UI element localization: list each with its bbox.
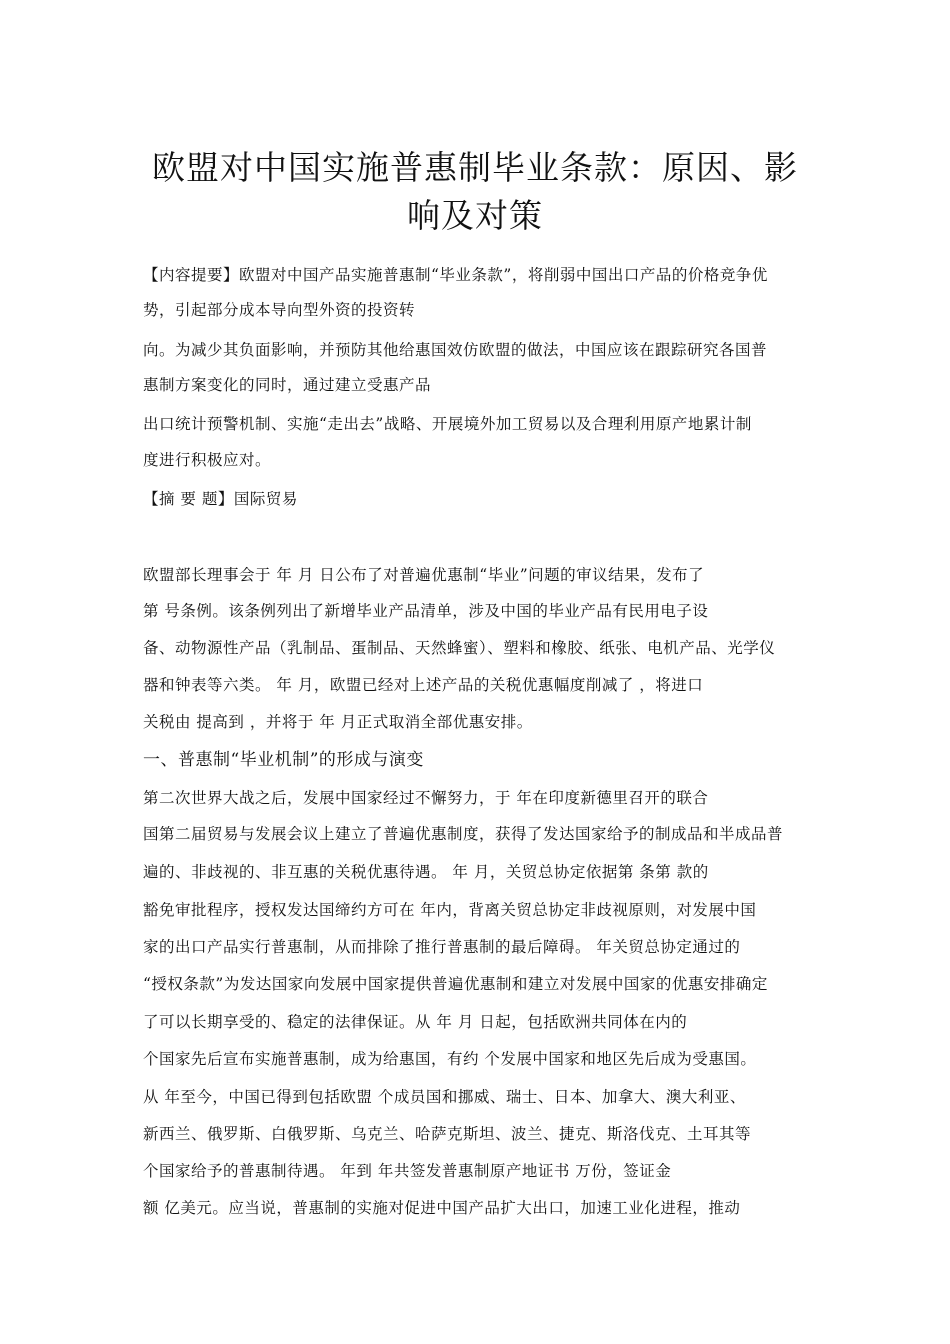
title-line-2: 响及对策 [407, 196, 543, 235]
abstract-line: 出口统计预警机制、实施“走出去”战略、开展境外加工贸易以及合理利用原产地累计制 [143, 415, 752, 433]
intro-line: 备、动物源性产品（乳制品、蛋制品、天然蜂蜜）、塑料和橡胶、纸张、电机产品、光学仪 [143, 639, 776, 657]
body-line: 额 亿美元。应当说，普惠制的实施对促进中国产品扩大出口，加速工业化进程，推动 [143, 1199, 741, 1217]
body-line: 家的出口产品实行普惠制，从而排除了推行普惠制的最后障碍。 年关贸总协定通过的 [143, 938, 741, 956]
intro-line: 关税由 提高到 ，并将于 年 月正式取消全部优惠安排。 [143, 713, 533, 731]
body-line: 了可以长期享受的、稳定的法律保证。从 年 月 日起，包括欧洲共同体在内的 [143, 1013, 688, 1031]
section-heading: 一、普惠制“毕业机制”的形成与演变 [143, 750, 424, 770]
intro-line: 器和钟表等六类。 年 月，欧盟已经对上述产品的关税优惠幅度削减了 ，将进口 [143, 676, 704, 694]
title-line-1: 欧盟对中国实施普惠制毕业条款：原因、影 [152, 148, 798, 187]
body-line: 新西兰、俄罗斯、白俄罗斯、乌克兰、哈萨克斯坦、波兰、捷克、斯洛伐克、土耳其等 [143, 1125, 752, 1143]
abstract-line: 度进行积极应对。 [143, 451, 272, 469]
body-line: 从 年至今，中国已得到包括欧盟 个成员国和挪威、瑞士、日本、加拿大、澳大利亚、 [143, 1088, 746, 1106]
intro-line: 欧盟部长理事会于 年 月 日公布了对普遍优惠制“毕业”问题的审议结果，发布了 [143, 566, 705, 584]
abstract-line: 【内容提要】欧盟对中国产品实施普惠制“毕业条款”，将削弱中国出口产品的价格竞争优 [143, 266, 768, 284]
body-line: 国第二届贸易与发展会议上建立了普遍优惠制度，获得了发达国家给予的制成品和半成品普 [143, 825, 784, 843]
body-line: 遍的、非歧视的、非互惠的关税优惠待遇。 年 月，关贸总协定依据第 条第 款的 [143, 863, 709, 881]
abstract-line: 向。为减少其负面影响，并预防其他给惠国效仿欧盟的做法，中国应该在跟踪研究各国普 [143, 341, 768, 359]
body-line: 个国家先后宣布实施普惠制，成为给惠国，有约 个发展中国家和地区先后成为受惠国。 [143, 1050, 757, 1068]
body-line: 第二次世界大战之后，发展中国家经过不懈努力，于 年在印度新德里召开的联合 [143, 789, 709, 807]
abstract-line: 惠制方案变化的同时，通过建立受惠产品 [143, 376, 432, 394]
intro-line: 第 号条例。该条例列出了新增毕业产品清单，涉及中国的毕业产品有民用电子设 [143, 602, 709, 620]
abstract-line: 势，引起部分成本导向型外资的投资转 [143, 301, 416, 319]
body-line: “授权条款”为发达国家向发展中国家提供普遍优惠制和建立对发展中国家的优惠安排确定 [143, 975, 768, 993]
keywords-line: 【摘 要 题】国际贸易 [143, 490, 298, 508]
body-line: 个国家给予的普惠制待遇。 年到 年共签发普惠制原产地证书 万份，签证金 [143, 1162, 672, 1180]
body-line: 豁免审批程序，授权发达国缔约方可在 年内，背离关贸总协定非歧视原则，对发展中国 [143, 901, 757, 919]
